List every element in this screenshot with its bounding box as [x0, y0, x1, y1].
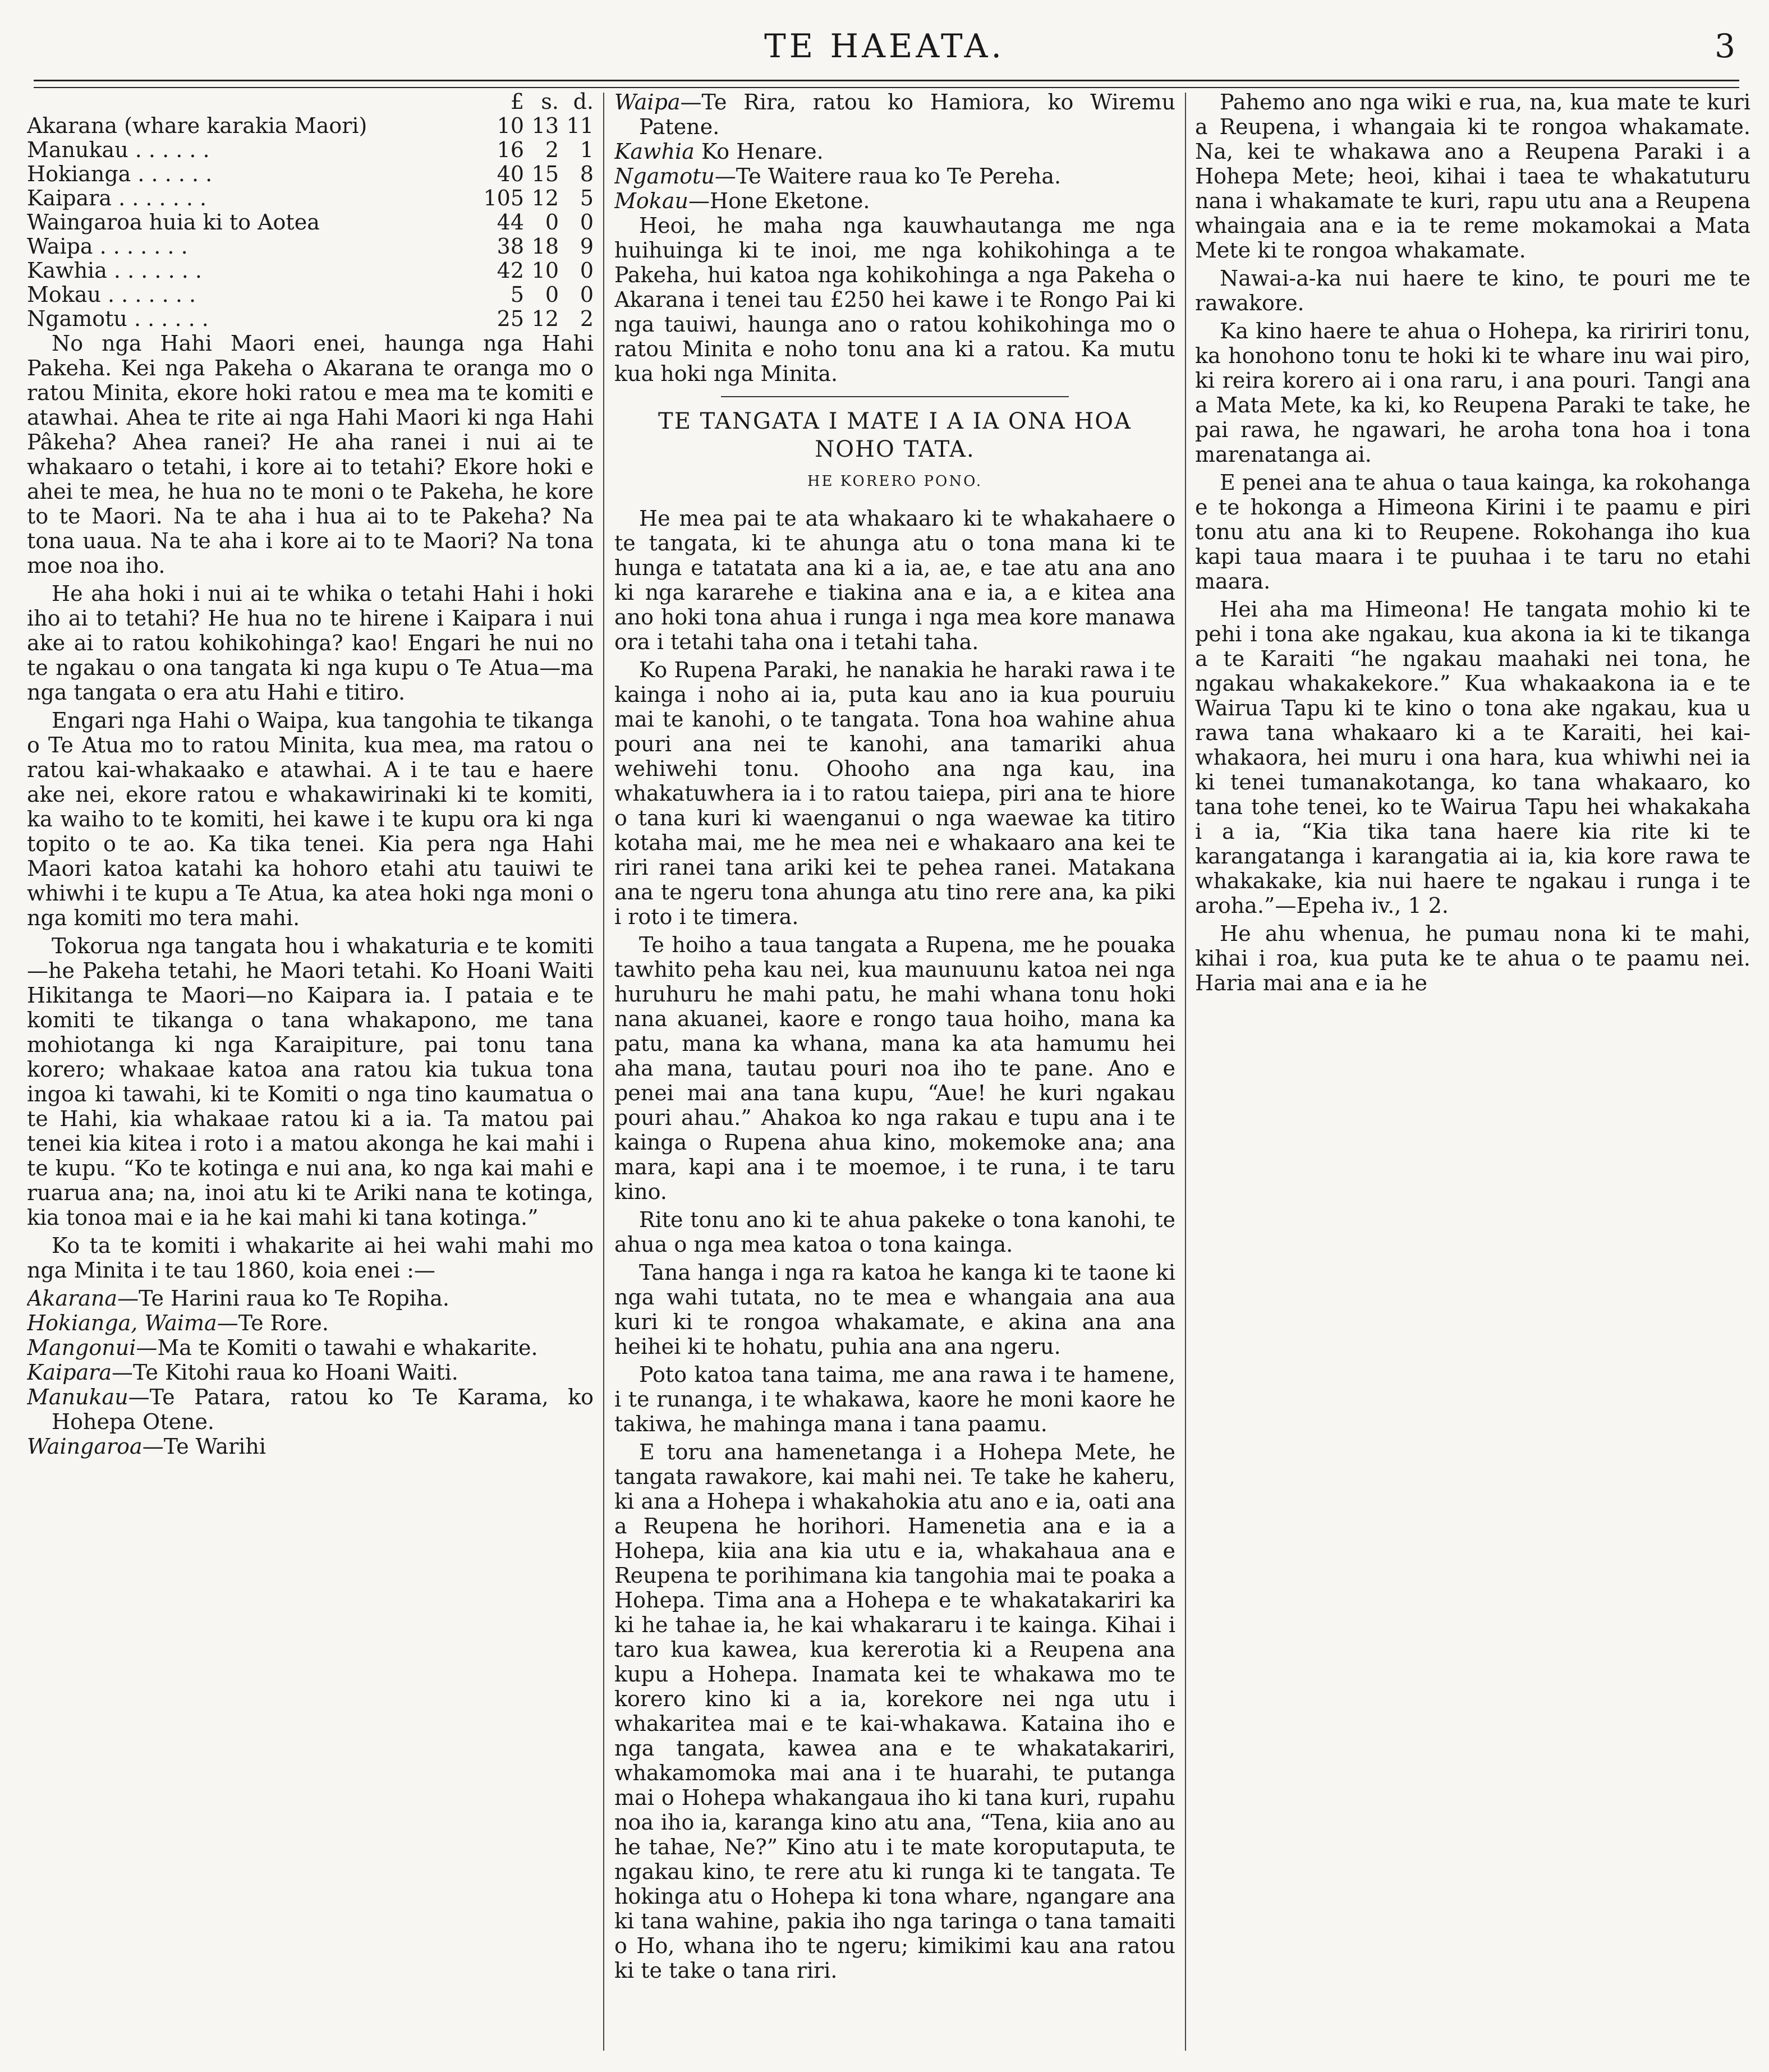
collection-pounds: 16 — [497, 137, 524, 162]
shillings-header: s. — [541, 90, 559, 114]
collection-shillings: 13 — [531, 113, 559, 138]
article2-paragraph: Ko Rupena Paraki, he nanakia he haraki rawa i te kainga i noho ai ia, puta kau ano ia kua pouruiu mai te kanohi, o te tangata. Tona hoa wahine ahua pouri ana nei te kanohi, ana tamariki ahua wehiwehi tonu. Ohooho ana nga kau, ina whakatuwhera ia i to ratou taiepa, piri ana te hiore o tana kuri ki waenganui o nga waewae ka titiro kotaha mai, me he mea nei e whakaaro ana kei te riri ranei tana ariki kei te pehea ranei. Matakana ana te ngeru tona ahunga atu tino rere ana, ka piki i roto i te timera. — [614, 658, 1175, 929]
collection-row — [27, 210, 594, 235]
appointment-ministers: —Te Rore. — [217, 1311, 329, 1335]
collection-place: Mokau . . . . . . . — [27, 282, 196, 307]
article2-paragraph: Hei aha ma Himeona! He tangata mohio ki te pehi i tona ake ngakau, kua akona ia ki te tikanga a te Karaiti “he ngakau maahaki nei tona, he ngakau whakakekore.” Kua whakaakona ia e te Wairua Tapu ki te kino o tona ake ngakau, kua u rawa tana whakaaro ki a te Karaiti, hei kai-whakaora, hei muru i ona hara, kua whiwhi nei ia ki tenei tumanakotanga, ko tana whakaaro, ko tana tohe tenei, ko te Wairua Tapu hei whakakaha i a ia, “Kia tika tana haere kia rite ki te karangatanga i karangatia ai ia, kia kore rawa te whakakake, kia nui haere te ngakau i runga i te aroha.”—Epeha iv., 1 2. — [1195, 597, 1750, 918]
collections-table — [27, 90, 594, 331]
collection-pounds: 42 — [497, 258, 524, 283]
appointment-place: Waingaroa — [27, 1434, 143, 1459]
collection-row — [27, 186, 594, 210]
newspaper-title: TE HAEATA. — [764, 27, 1005, 65]
collection-pence: 0 — [580, 210, 594, 235]
article1-closing: Heoi, he maha nga kauwhautanga me nga huihuinga ki te inoi, me nga kohikohinga a te Pakeha, hui katoa nga kohikohinga a nga Pakeha o Akarana i tenei tau £250 hei kawe i te Rongo Pai ki nga tauiwi, haunga ano o ratou kohikohinga mo o ratou Minita e noho tonu ana ki a ratou. Ka mutu kua hoki nga Minita. — [614, 213, 1175, 386]
collection-row — [27, 162, 594, 186]
collection-row — [27, 259, 594, 283]
article2-paragraph: He mea pai te ata whakaaro ki te whakahaere o te tangata, ki te ahunga atu o tona mana ki te hunga e tatatata ana ki a ia, ae, e tae atu ana ano ki nga kararehe e tiakina ana e ia, a e kitea ana ano hoki tona ahua i runga i nga mea kore manawa ora i tetahi taha ona i tetahi taha. — [614, 506, 1175, 654]
collection-place: Manukau . . . . . . — [27, 137, 210, 162]
appointment-ministers: —Te Patara, ratou ko Te Karama, ko Hohepa Otene. — [52, 1385, 594, 1434]
collection-shillings: 12 — [531, 186, 559, 210]
appointment-ministers: —Te Warihi — [142, 1434, 267, 1459]
appointment-place: Akarana — [27, 1286, 118, 1311]
article2-headline: TE TANGATA I MATE I A IA ONA HOA NOHO TATA. — [658, 408, 1132, 462]
collection-place: Kaipara . . . . . . . — [27, 186, 207, 210]
article2-paragraph: E toru ana hamenetanga i a Hohepa Mete, he tangata rawakore, kai mahi nei. Te take he kaheru, ki ana a Hohepa i whakahokia atu ano e ia, oati ana a Reupena he horihori. Hamenetia ana e ia a Hohepa, kiia ana kia utu e ia, whakahaua ana e Reupena te porihimana kia tangohia mai te poaka a Hohepa. Tima ana a Hohepa e te whakatakariri ka ki he tahae ia, he kai whakararu i te kainga. Kihai i taro kua kawea, kua kererotia ki a Reupena ana kupu a Hohepa. Inamata kei te whakawa mo te korero kino ki a ia, korekore nei nga utu i whakaritea mai e te kai-whakawa. Kataina iho e nga tangata, kawea ana e te whakatakariri, whakamomoka mai ana i te huarahi, te putanga mai o Hohepa whakangaua iho ki tana kuri, rupahu noa iho ia, karanga kino atu ana, “Tena, kiia ano au he tahae, Ne?” Kino atu i te mate koroputaputa, te ngakau kino, te rere atu ki runga ki te tangata. Te hokinga atu o Hohepa ki tona whare, ngangare ana ki tana wahine, pakia iho nga taringa o tana tamaiti o Ho, whana iho te ngeru; kimikimi kau ana ratou ki te take o tana riri. — [614, 1440, 1175, 1983]
appointment-entry — [614, 139, 1175, 164]
collection-pence: 5 — [580, 186, 594, 210]
article2-paragraph: Poto katoa tana taima, me ana rawa i te hamene, i te runanga, i te whakawa, kaore he moni kaore he takiwa, he mahinga mana i tana paamu. — [614, 1362, 1175, 1436]
article2-body-continued — [1195, 90, 1750, 995]
column-divider — [603, 93, 604, 2051]
appointment-entry — [27, 1335, 594, 1360]
article2-paragraph: E penei ana te ahua o taua kainga, ka rokohanga e te hokonga a Himeona Kirini i te paamu e piri tonu atu ana ki to Reupene. Rokohanga iho kua kapi taua maara i te puuhaa i te taru no etahi maara. — [1195, 470, 1750, 594]
collection-place: Waipa . . . . . . . — [27, 234, 188, 259]
collection-row — [27, 283, 594, 307]
collection-shillings: 15 — [531, 162, 559, 186]
article2-paragraph: Nawai-a-ka nui haere te kino, te pouri me te rawakore. — [1195, 266, 1750, 315]
appointment-place: Kaipara — [27, 1360, 112, 1385]
appointment-entry — [27, 1385, 594, 1434]
article1-paragraph: He aha hoki i nui ai te whika o tetahi Hahi i hoki iho ai to tetahi? He hua no te hirene i Kaipara i nui ake ai to ratou kohikohinga? kao! Engari he nui no te ngakau o ona tangata ki nga kupu o Te Atua—ma nga tangata o era atu Hahi e titiro. — [27, 581, 594, 705]
appointment-place: Hokianga, Waima — [27, 1311, 217, 1335]
collection-pounds: 105 — [483, 186, 524, 210]
collection-place: Ngamotu . . . . . . — [27, 306, 209, 331]
column-2 — [614, 90, 1175, 2059]
article2-paragraph: Rite tonu ano ki te ahua pakeke o tona kanohi, te ahua o nga mea katoa o tona kainga. — [614, 1207, 1175, 1257]
collection-pence: 9 — [580, 234, 594, 259]
article2-body — [614, 506, 1175, 1983]
collection-place: Hokianga . . . . . . — [27, 162, 213, 186]
collection-place: Kawhia . . . . . . . — [27, 258, 202, 283]
pence-header: d. — [573, 90, 594, 114]
collection-pence: 11 — [566, 113, 594, 138]
collection-shillings: 0 — [545, 210, 559, 235]
article2-paragraph: Ka kino haere te ahua o Hohepa, ka riririri tonu, ka honohono tonu te hoki ki te whare inu wai piro, ki reira korero ai i ona raru, i ana pouri. Tangi ana a Mata Mete, ka ki, ko Reupena Paraki te take, he pai rawa, he ngawari, he aroha tona hoa i tona marenatanga ai. — [1195, 319, 1750, 467]
appointment-place: Manukau — [27, 1385, 128, 1409]
collection-row — [27, 114, 594, 138]
collection-pence: 0 — [580, 258, 594, 283]
article1-paragraph: Engari nga Hahi o Waipa, kua tangohia te tikanga o Te Atua mo to ratou Minita, kua mea, ma ratou o ratou kai-whakaako e atawhai. A i te tau e haere ake nei, ekore ratou e whakawirinaki ki te komiti, ka waiho to te komiti, hei kawe i te kupu ora ki nga topito o te ao. Ka tika tenei. Kia pera nga Hahi Maori katoa katahi ka hohoro etahi atu tauiwi te whiwhi i te kupu a Te Atua, ka atea hoki nga moni o nga komiti mo tera mahi. — [27, 708, 594, 930]
appointment-place: Mangonui — [27, 1335, 136, 1360]
appointment-ministers: —Te Harini raua ko Te Ropiha. — [117, 1286, 450, 1311]
header-rule — [34, 80, 1739, 88]
collection-pounds: 44 — [497, 210, 524, 235]
collection-place: Waingaroa huia ki to Aotea — [27, 210, 320, 235]
article1-paragraph: Ko ta te komiti i whakarite ai hei wahi mahi mo nga Minita i te tau 1860, koia enei :— — [27, 1233, 594, 1283]
collection-row — [27, 235, 594, 259]
appointment-ministers: —Te Waitere raua ko Te Pereha. — [714, 164, 1062, 189]
collection-pence: 8 — [580, 162, 594, 186]
appointment-ministers: —Hone Eketone. — [688, 189, 870, 213]
collection-shillings: 12 — [531, 306, 559, 331]
collection-pounds: 38 — [497, 234, 524, 259]
article2-subhead: HE KORERO PONO. — [807, 473, 983, 490]
collection-pounds: 25 — [497, 306, 524, 331]
appointment-ministers: —Te Kitohi raua ko Hoani Waiti. — [112, 1360, 458, 1385]
collection-shillings: 2 — [545, 137, 559, 162]
appointments-list-continued — [614, 90, 1175, 213]
article1-paragraph: No nga Hahi Maori enei, haunga nga Hahi Pakeha. Kei nga Pakeha o Akarana te oranga mo o ratou Minita, ekore hoki ratou e mea ma te komiti e atawhai. Ahea te rite ai nga Hahi Maori ki nga Hahi Pâkeha? Ahea ranei? He aha ranei i nui ai te whakaaro o tetahi, i kore ai to tetahi? Ekore hoki e ahei te mea, he hua no te moni o te Pakeha, he kore to te Maori. Na te aha i hua ai to te Pakeha? Na tona uaua. Na te aha i kore ai to te Maori? Na tona moe noa iho. — [27, 331, 594, 578]
collection-pence: 1 — [580, 137, 594, 162]
column-3 — [1195, 90, 1750, 2059]
appointment-entry — [614, 189, 1175, 213]
collection-shillings: 18 — [531, 234, 559, 259]
column-divider — [1185, 93, 1186, 2051]
appointments-list — [27, 1286, 594, 1459]
article2-paragraph: Te hoiho a taua tangata a Rupena, me he pouaka tawhito peha kau nei, kua maunuunu katoa nei nga huruhuru he mahi patu, he mahi whana tonu hoki nana akuanei, kaore e rongo taua hoiho, mana ka patu, mana ka whana, mana ka ata hamumu hei aha mana, tautau pouri noa iho te pane. Ano e penei mai ana tana kupu, “Aue! he kuri ngakau pouri ahau.” Ahakoa ko nga rakau e tupu ana i te kainga o Rupena ahua kino, mokemoke ana; ana mara, kapi ana i te moemoe, i te runa, i te taru kino. — [614, 932, 1175, 1204]
appointment-place: Kawhia — [614, 139, 695, 164]
pounds-header: £ — [510, 90, 524, 114]
collection-pounds: 5 — [510, 282, 524, 307]
collections-header-row — [27, 90, 594, 114]
page-number: 3 — [1715, 27, 1735, 65]
collections-body — [27, 114, 594, 331]
collection-pence: 2 — [580, 306, 594, 331]
appointment-ministers: —Te Rira, ratou ko Hamiora, ko Wiremu Patene. — [639, 90, 1175, 139]
masthead — [22, 17, 1747, 79]
collection-pounds: 10 — [497, 113, 524, 138]
collection-row — [27, 138, 594, 162]
appointment-entry — [27, 1360, 594, 1385]
collection-shillings: 10 — [531, 258, 559, 283]
appointment-entry — [614, 164, 1175, 189]
collection-shillings: 0 — [545, 282, 559, 307]
article2-paragraph: Tana hanga i nga ra katoa he kanga ki te taone ki nga wahi tutata, no te mea e whangaia ana aua kuri ki te rongoa whakamate, e akina ana ana heihei ki te hohatu, puhia ana ana ngeru. — [614, 1260, 1175, 1359]
column-1 — [27, 90, 594, 2059]
collection-pence: 0 — [580, 282, 594, 307]
appointment-place: Waipa — [614, 90, 681, 114]
appointment-ministers: Ko Henare. — [694, 139, 824, 164]
appointment-entry — [27, 1311, 594, 1335]
appointment-entry — [27, 1434, 594, 1459]
collection-place: Akarana (whare karakia Maori) — [27, 113, 367, 138]
article-separator — [721, 396, 1069, 397]
appointment-place: Ngamotu — [614, 164, 715, 189]
collection-row — [27, 307, 594, 331]
article1-paragraph: Tokorua nga tangata hou i whakaturia e te komiti—he Pakeha tetahi, he Maori tetahi. Ko Hoani Waiti Hikitanga te Maori—no Kaipara ia. I pataia e te komiti te tikanga o tana whakapono, me tana mohiotanga ki nga Karaipiture, pai tonu tana korero; whakaae katoa ana ratou kia tukua tona ingoa ki tawahi, ki te Komiti o nga tino kaumatua o te Hahi, kia whakaae ratou ki a ia. Ta matou pai tenei kia kitea i roto i a matou akonga he kai mahi i te kupu. “Ko te kotinga e nui ana, ko nga kai mahi e ruarua ana; na, inoi atu ki te Ariki nana te kotinga, kia tonoa mai e ia he kai mahi ki tana kotinga.” — [27, 934, 594, 1230]
appointment-ministers: —Ma te Komiti o tawahi e whakarite. — [136, 1335, 538, 1360]
appointment-entry — [614, 90, 1175, 139]
article2-paragraph: Pahemo ano nga wiki e rua, na, kua mate te kuri a Reupena, i whangaia ki te rongoa whakamate. Na, kei te whakawa ano a Reupena Paraki i a Hohepa Mete; heoi, kihai i taea te whakatuturu nana i whakamate te kuri, rapu utu ana a Reupena whaingaia ana e ia te reme mokamokai a Mata Mete ki te rongoa whakamate. — [1195, 90, 1750, 263]
appointment-entry — [27, 1286, 594, 1311]
collection-pounds: 40 — [497, 162, 524, 186]
appointment-place: Mokau — [614, 189, 688, 213]
article2-paragraph: He ahu whenua, he pumau nona ki te mahi, kihai i roa, kua puta ke te ahua o te paamu nei. Haria mai ana e ia he — [1195, 921, 1750, 995]
